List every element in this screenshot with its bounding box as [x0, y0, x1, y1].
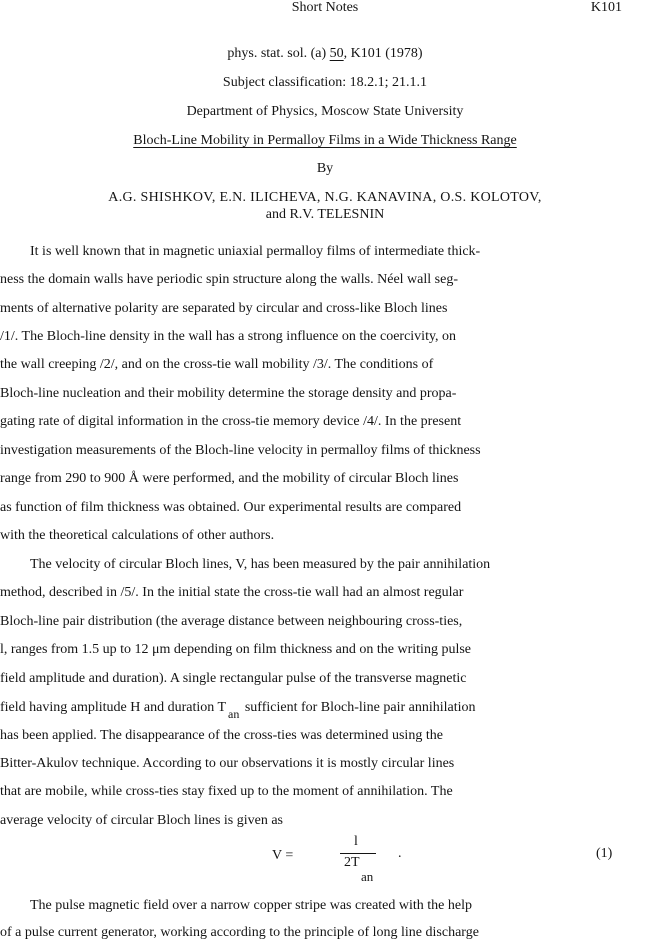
- angstrom-unit: Å: [128, 471, 139, 486]
- paragraph-line: of a pulse current generator, working according to the principle of long line discharge: [0, 925, 479, 940]
- paragraph-line: Bloch-line nucleation and their mobility determine the storage density and propa-: [0, 386, 457, 401]
- page-number: K101: [590, 0, 622, 15]
- affiliation: Department of Physics, Moscow State University: [186, 104, 464, 119]
- equation-denominator: 2T: [344, 855, 360, 870]
- equation-number: (1): [596, 846, 613, 861]
- citation-volume: 50: [329, 46, 344, 61]
- paragraph-line: that are mobile, while cross-ties stay fixed up to the moment of annihilation. The: [0, 784, 453, 799]
- equation-trailing-dot: .: [398, 846, 402, 861]
- paragraph-line: The pulse magnetic field over a narrow copper stripe was created with the help: [30, 898, 472, 913]
- byline: By: [316, 161, 334, 176]
- text-before-unit: range from 290 to 900: [0, 471, 129, 486]
- subscript-an: an: [228, 707, 240, 721]
- paragraph-line: Bitter-Akulov technique. According to our observations it is mostly circular lines: [0, 756, 455, 771]
- paragraph-line: has been applied. The disappearance of the cross-ties was determined using the: [0, 728, 443, 743]
- paper-title: Bloch-Line Mobility in Permalloy Films in a Wide Thickness Range: [133, 133, 517, 148]
- paragraph-line: The velocity of circular Bloch lines, V, has been measured by the pair annihilation: [30, 557, 491, 572]
- paragraph-line: ness the domain walls have periodic spin structure along the walls. Néel wall seg-: [0, 272, 458, 287]
- authors-line-2: and R.V. TELESNIN: [265, 207, 385, 222]
- citation-prefix: phys. stat. sol. (a): [227, 46, 330, 61]
- paragraph-line: Bloch-line pair distribution (the average distance between neighbouring cross-ties,: [0, 614, 463, 629]
- paragraph-line: field amplitude and duration). A single rectangular pulse of the transverse magnetic: [0, 671, 467, 686]
- text-before-subscript: field having amplitude H and duration T: [0, 700, 227, 715]
- paragraph-line: It is well known that in magnetic uniaxial permalloy films of intermediate thick-: [30, 244, 481, 259]
- paragraph-line: ments of alternative polarity are separated by circular and cross-like Bloch lines: [0, 301, 448, 316]
- paragraph-line: method, described in /5/. In the initial state the cross-tie wall had an almost regular: [0, 585, 464, 600]
- citation-suffix: , K101 (1978): [343, 46, 423, 61]
- equation-lhs: V =: [272, 848, 294, 863]
- paragraph-line-with-unit: [0, 470, 458, 488]
- paragraph-line: /1/. The Bloch-line density in the wall has a strong influence on the coercivity, on: [0, 329, 457, 344]
- text-after-unit: were performed, and the mobility of circular Bloch lines: [138, 471, 459, 486]
- authors-line-1: A.G. SHISHKOV, E.N. ILICHEVA, N.G. KANAVINA, O.S. KOLOTOV,: [108, 190, 542, 205]
- paragraph-line: as function of film thickness was obtained. Our experimental results are compared: [0, 500, 462, 515]
- equation-1: [0, 836, 650, 886]
- paragraph-line: with the theoretical calculations of other authors.: [0, 528, 275, 543]
- paragraph-line: l, ranges from 1.5 up to 12 μm depending on film thickness and on the writing pulse: [0, 642, 471, 657]
- text-after-subscript: sufficient for Bloch-line pair annihilation: [241, 700, 476, 715]
- paragraph-line: gating rate of digital information in the cross-tie memory device /4/. In the present: [0, 414, 462, 429]
- paragraph-line: average velocity of circular Bloch lines is given as: [0, 813, 284, 828]
- journal-citation: [0, 45, 650, 63]
- subject-classification: Subject classification: 18.2.1; 21.1.1: [222, 75, 428, 90]
- paragraph-line: investigation measurements of the Bloch-line velocity in permalloy films of thickness: [0, 443, 481, 458]
- running-title: Short Notes: [291, 0, 359, 15]
- paragraph-line: the wall creeping /2/, and on the cross-tie wall mobility /3/. The conditions of: [0, 357, 434, 372]
- equation-numerator: l: [354, 834, 358, 849]
- fraction-bar: [340, 853, 376, 854]
- paragraph-line-with-subscript: [0, 698, 476, 721]
- equation-denominator-subscript: an: [361, 869, 374, 884]
